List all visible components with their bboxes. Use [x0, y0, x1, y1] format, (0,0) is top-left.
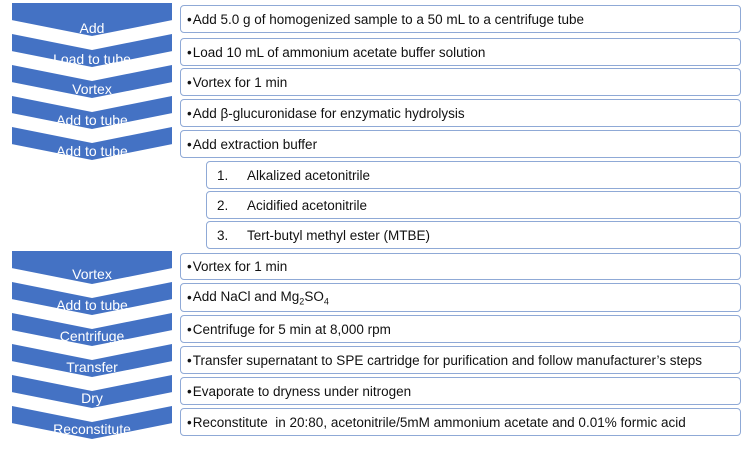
bullet: •: [187, 74, 192, 90]
bullet: •: [187, 383, 192, 399]
option-box-3: [206, 221, 741, 249]
option-box-2: [206, 191, 741, 219]
bullet: •: [187, 290, 192, 305]
option-number: 2.: [217, 197, 229, 213]
chevron-label: Load to tube: [53, 51, 131, 67]
chevron-label: Add to tube: [56, 143, 128, 159]
bullet: •: [187, 414, 192, 430]
chevron-label: Vortex: [72, 81, 112, 97]
step-box-4: [180, 99, 741, 127]
chevron-label: Dry: [81, 390, 103, 406]
step-text: Add extraction buffer: [192, 136, 318, 152]
chevron-label: Vortex: [72, 266, 112, 282]
step-text: Add 5.0 g of homogenized sample to a 50 mL to a centrifuge tube: [192, 11, 584, 27]
subscript-2: 2: [299, 296, 305, 307]
subscript-4: 4: [323, 296, 329, 307]
step-text: Vortex for 1 min: [192, 74, 288, 90]
bullet: •: [187, 44, 192, 60]
bullet: •: [187, 321, 192, 337]
chevron-label: Add to tube: [56, 112, 128, 128]
step-box-2: [180, 38, 741, 66]
option-text: Alkalized acetonitrile: [247, 167, 371, 183]
bullet: •: [187, 259, 192, 274]
so-text: SO: [304, 288, 324, 304]
step-box-5: [180, 130, 741, 158]
step-text: Transfer supernatant to SPE cartridge for purification and follow manufacturer’s steps: [192, 352, 702, 368]
step-box-3: [180, 68, 741, 96]
nacl-text: Add NaCl and Mg: [192, 288, 300, 304]
chevron-label: Reconstitute: [53, 421, 131, 437]
step-text: Evaporate to dryness under nitrogen: [192, 383, 412, 399]
chevron-label: Add to tube: [56, 297, 128, 313]
step-box-11: [180, 408, 741, 436]
step-box-7: [180, 283, 741, 312]
step-text: [193, 289, 329, 307]
bullet: •: [187, 352, 192, 368]
step-box-9: [180, 346, 741, 374]
step-text: Centrifuge for 5 min at 8,000 rpm: [192, 321, 391, 337]
step-text: Reconstitute in 20:80, acetonitrile/5mM ammonium acetate and 0.01% formic acid: [192, 414, 686, 430]
option-number: 3.: [217, 227, 229, 243]
step-text: Vortex for 1 min: [192, 259, 288, 274]
chevron-label: Add: [79, 20, 105, 36]
step-text: Add β-glucuronidase for enzymatic hydrolysis: [192, 105, 465, 121]
bullet: •: [187, 11, 192, 27]
bullet: •: [187, 105, 192, 121]
option-box-1: [206, 161, 741, 189]
option-text: Tert-butyl methyl ester (MTBE): [247, 227, 431, 243]
option-number: 1.: [217, 167, 229, 183]
bullet: •: [187, 136, 192, 152]
step-box-8: [180, 315, 741, 343]
step-text: Load 10 mL of ammonium acetate buffer solution: [192, 44, 486, 60]
step-box-10: [180, 377, 741, 405]
step-box-6: [180, 253, 741, 280]
step-box-1: [180, 5, 741, 33]
chevron-label: Transfer: [66, 359, 118, 375]
chevron-label: Centrifuge: [59, 328, 125, 344]
option-text: Acidified acetonitrile: [247, 197, 368, 213]
